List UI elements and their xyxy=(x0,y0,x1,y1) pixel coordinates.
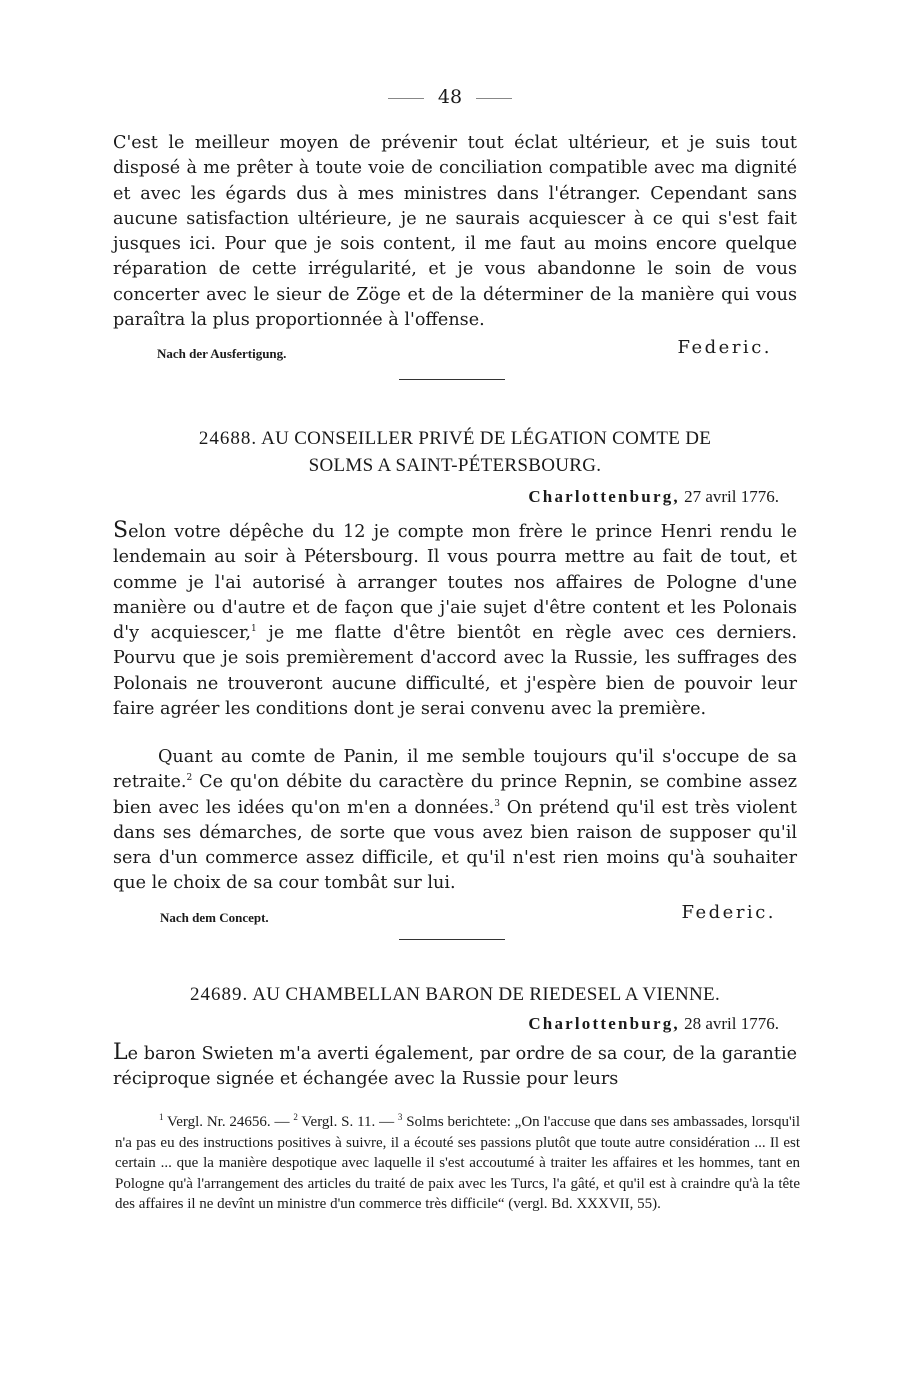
letter-paragraph xyxy=(113,518,797,722)
signature: Federic. xyxy=(677,337,772,358)
heading-line-1 xyxy=(113,425,797,452)
footnote-mark: 3 xyxy=(397,1112,403,1122)
continued-paragraph: C'est le meilleur moyen de prévenir tout éclat ultérieur, et je suis tout disposé à me prêter à toute voie de conciliation compatible avec ma dignité et avec les égards dus à mes ministres dans l'étranger. Cependant sans aucune satisfaction ultérieure, je ne saurais acquiescer à ce qui s'est fait jusques ici. Pour que je sois content, il me faut au moins encore quelque réparation de cette irrégularité, et je vous abandonne le soin de vous concerter avec le sieur de Zöge et de la déterminer de la manière qui vous paraîtra la plus proportionnée à l'offense. xyxy=(113,133,797,331)
footnote-ref: 3 xyxy=(494,798,501,809)
footnote-text: Vergl. Nr. 24656. — xyxy=(163,1114,294,1130)
letter-title: AU CHAMBELLAN BARON DE RIEDESEL A VIENNE. xyxy=(252,984,721,1005)
letter-title: AU CONSEILLER PRIVÉ DE LÉGATION COMTE DE xyxy=(261,428,712,449)
page-number: 48 xyxy=(437,86,463,108)
letter-paragraph xyxy=(113,1040,797,1093)
letter-title-line-2: SOLMS A SAINT-PÉTERSBOURG. xyxy=(308,455,602,476)
paragraph-text: e baron Swieten m'a averti également, par ordre de sa cour, de la garantie réciproque signée et échangée avec la Russie pour leurs xyxy=(113,1044,797,1090)
place: Charlottenburg, xyxy=(528,1014,680,1033)
dateline xyxy=(528,487,779,507)
paragraph-text: Quant au comte de Panin, il me semble toujours qu'il s'occupe de sa retraite. xyxy=(113,747,797,793)
letter-number: 24688. xyxy=(198,428,258,449)
header-dash-left xyxy=(388,98,424,99)
footnote-ref: 2 xyxy=(186,773,193,784)
date: 27 avril 1776. xyxy=(684,487,779,506)
date: 28 avril 1776. xyxy=(684,1014,779,1033)
paragraph-text: elon votre dépêche du 12 je compte mon frère le prince Henri rendu le lendemain au soir à Pétersbourg. Il vous pourra mettre au fait de tout, et comme je l'ai autorisé à arranger toutes nos affaires de Pologne d'une manière ou d'autre et de façon que j'aie sujet d'être content et les Polonais d'y acquiescer, xyxy=(113,522,797,644)
footnote-text: Vergl. S. 11. — xyxy=(297,1114,398,1130)
letter-paragraph xyxy=(113,745,797,897)
letter-heading xyxy=(113,425,797,479)
section-divider xyxy=(399,379,505,380)
footnote-mark: 2 xyxy=(293,1112,298,1122)
footnotes xyxy=(115,1112,800,1215)
place: Charlottenburg, xyxy=(528,487,680,506)
header-dash-right xyxy=(476,98,512,99)
paragraph-text: Ce qu'on débite du caractère du prince Repnin, se combine assez bien avec les idées qu'on m'en a données. xyxy=(113,772,797,818)
dateline xyxy=(528,1014,779,1034)
letter-number: 24689. xyxy=(189,984,249,1005)
source-note: Nach der Ausfertigung. xyxy=(157,346,287,361)
letter-heading xyxy=(113,981,797,1008)
initial-letter: S xyxy=(113,518,129,543)
page-header xyxy=(0,86,900,108)
initial-letter: L xyxy=(113,1040,128,1065)
footnote-text: Solms berichtete: „On l'accuse que dans ses ambassades, lorsqu'il n'a pas eu des instructions positives à suivre, il a écouté ses passions plutôt que toute autre considération ... Il est certain ... que la manière despotique avec laquelle il s'est accoutumé à traiter les affaires et les hommes, tant en Pologne qu'à l'arrangement des articles du traité de paix avec les Turcs, l'a gâté, et qu'il est à craindre qu'à la tête des affaires il ne devînt un ministre d'un commerce très difficile“ (vergl. Bd. XXXVII, 55). xyxy=(115,1114,801,1213)
footnote-ref: 1 xyxy=(251,624,257,635)
paragraph-text: On prétend qu'il est très violent dans ses démarches, de sorte que vous avez bien raison de supposer qu'il sera d'un commerce assez difficile, et qu'il n'est rien moins qu'à souhaiter que le choix de sa cour tombât sur lui. xyxy=(113,797,797,894)
source-note: Nach dem Concept. xyxy=(160,910,269,925)
footnote-mark: 1 xyxy=(159,1112,164,1122)
section-divider xyxy=(399,939,505,940)
signature: Federic. xyxy=(681,902,776,923)
paragraph-text: je me flatte d'être bientôt en règle avec ces derniers. Pourvu que je sois premièrement d'accord avec la Russie, les suffrages des Polonais ne trouveront aucune difficulté, et j'espère bien de pouvoir leur faire agréer les conditions dont je serai convenu avec la première. xyxy=(113,623,797,720)
